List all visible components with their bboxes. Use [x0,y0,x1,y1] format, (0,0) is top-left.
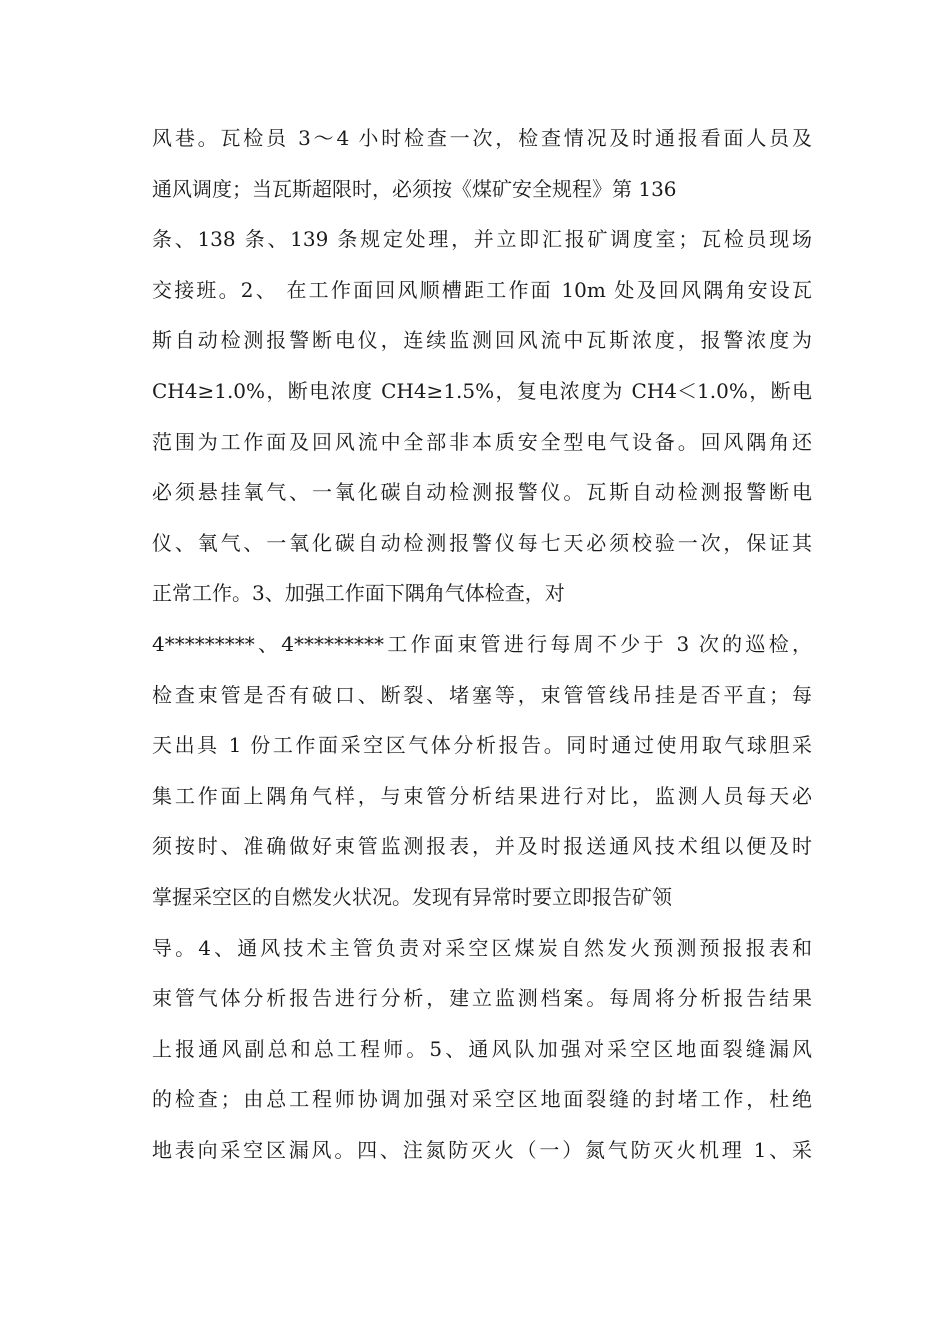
text-line: 通风调度；当瓦斯超限时，必须按《煤矿安全规程》第 136 [152,176,677,201]
text-line: 范围为工作面及回风流中全部非本质安全型电气设备。回风隅角还 [152,429,812,454]
text-line: 斯自动检测报警断电仪，连续监测回风流中瓦斯浓度，报警浓度为 [152,328,812,353]
text-line: 导。4、通风技术主管负责对采空区煤炭自然发火预测预报报表和 [152,935,812,960]
text-line: 地表向采空区漏风。四、注氮防灭火（一）氮气防灭火机理 1、采 [152,1137,812,1162]
text-line: 检查束管是否有破口、断裂、堵塞等，束管管线吊挂是否平直；每 [152,682,812,707]
text-line: 4*********、4*********工作面束管进行每周不少于 3 次的巡检， [152,631,812,656]
text-line: 正常工作。3、加强工作面下隅角气体检查，对 [152,581,565,606]
text-line: 的检查；由总工程师协调加强对采空区地面裂缝的封堵工作，杜绝 [152,1087,812,1112]
text-line: 条、138 条、139 条规定处理，并立即汇报矿调度室；瓦检员现场 [152,227,812,252]
text-line: 掌握采空区的自燃发火状况。发现有异常时要立即报告矿领 [152,884,672,909]
text-line: 风巷。瓦检员 3～4 小时检查一次，检查情况及时通报看面人员及 [152,126,812,150]
text-line: 上报通风副总和总工程师。5、通风队加强对采空区地面裂缝漏风 [152,1036,812,1061]
text-line: 必须悬挂氧气、一氧化碳自动检测报警仪。瓦斯自动检测报警断电 [152,480,812,505]
text-line: 交接班。2、 在工作面回风顺槽距工作面 10m 处及回风隅角安设瓦 [152,277,812,302]
text-line: 集工作面上隅角气样，与束管分析结果进行对比，监测人员每天必 [152,783,812,808]
text-line: CH4≥1.0%，断电浓度 CH4≥1.5%，复电浓度为 CH4＜1.0%，断电 [152,378,812,403]
text-line: 天出具 1 份工作面采空区气体分析报告。同时通过使用取气球胆采 [152,733,812,758]
body-text [152,118,812,1180]
text-line: 束管气体分析报告进行分析，建立监测档案。每周将分析报告结果 [152,986,812,1011]
text-line: 仪、氧气、一氧化碳自动检测报警仪每七天必须校验一次，保证其 [152,530,812,555]
text-line: 须按时、准确做好束管监测报表，并及时报送通风技术组以便及时 [152,834,812,859]
